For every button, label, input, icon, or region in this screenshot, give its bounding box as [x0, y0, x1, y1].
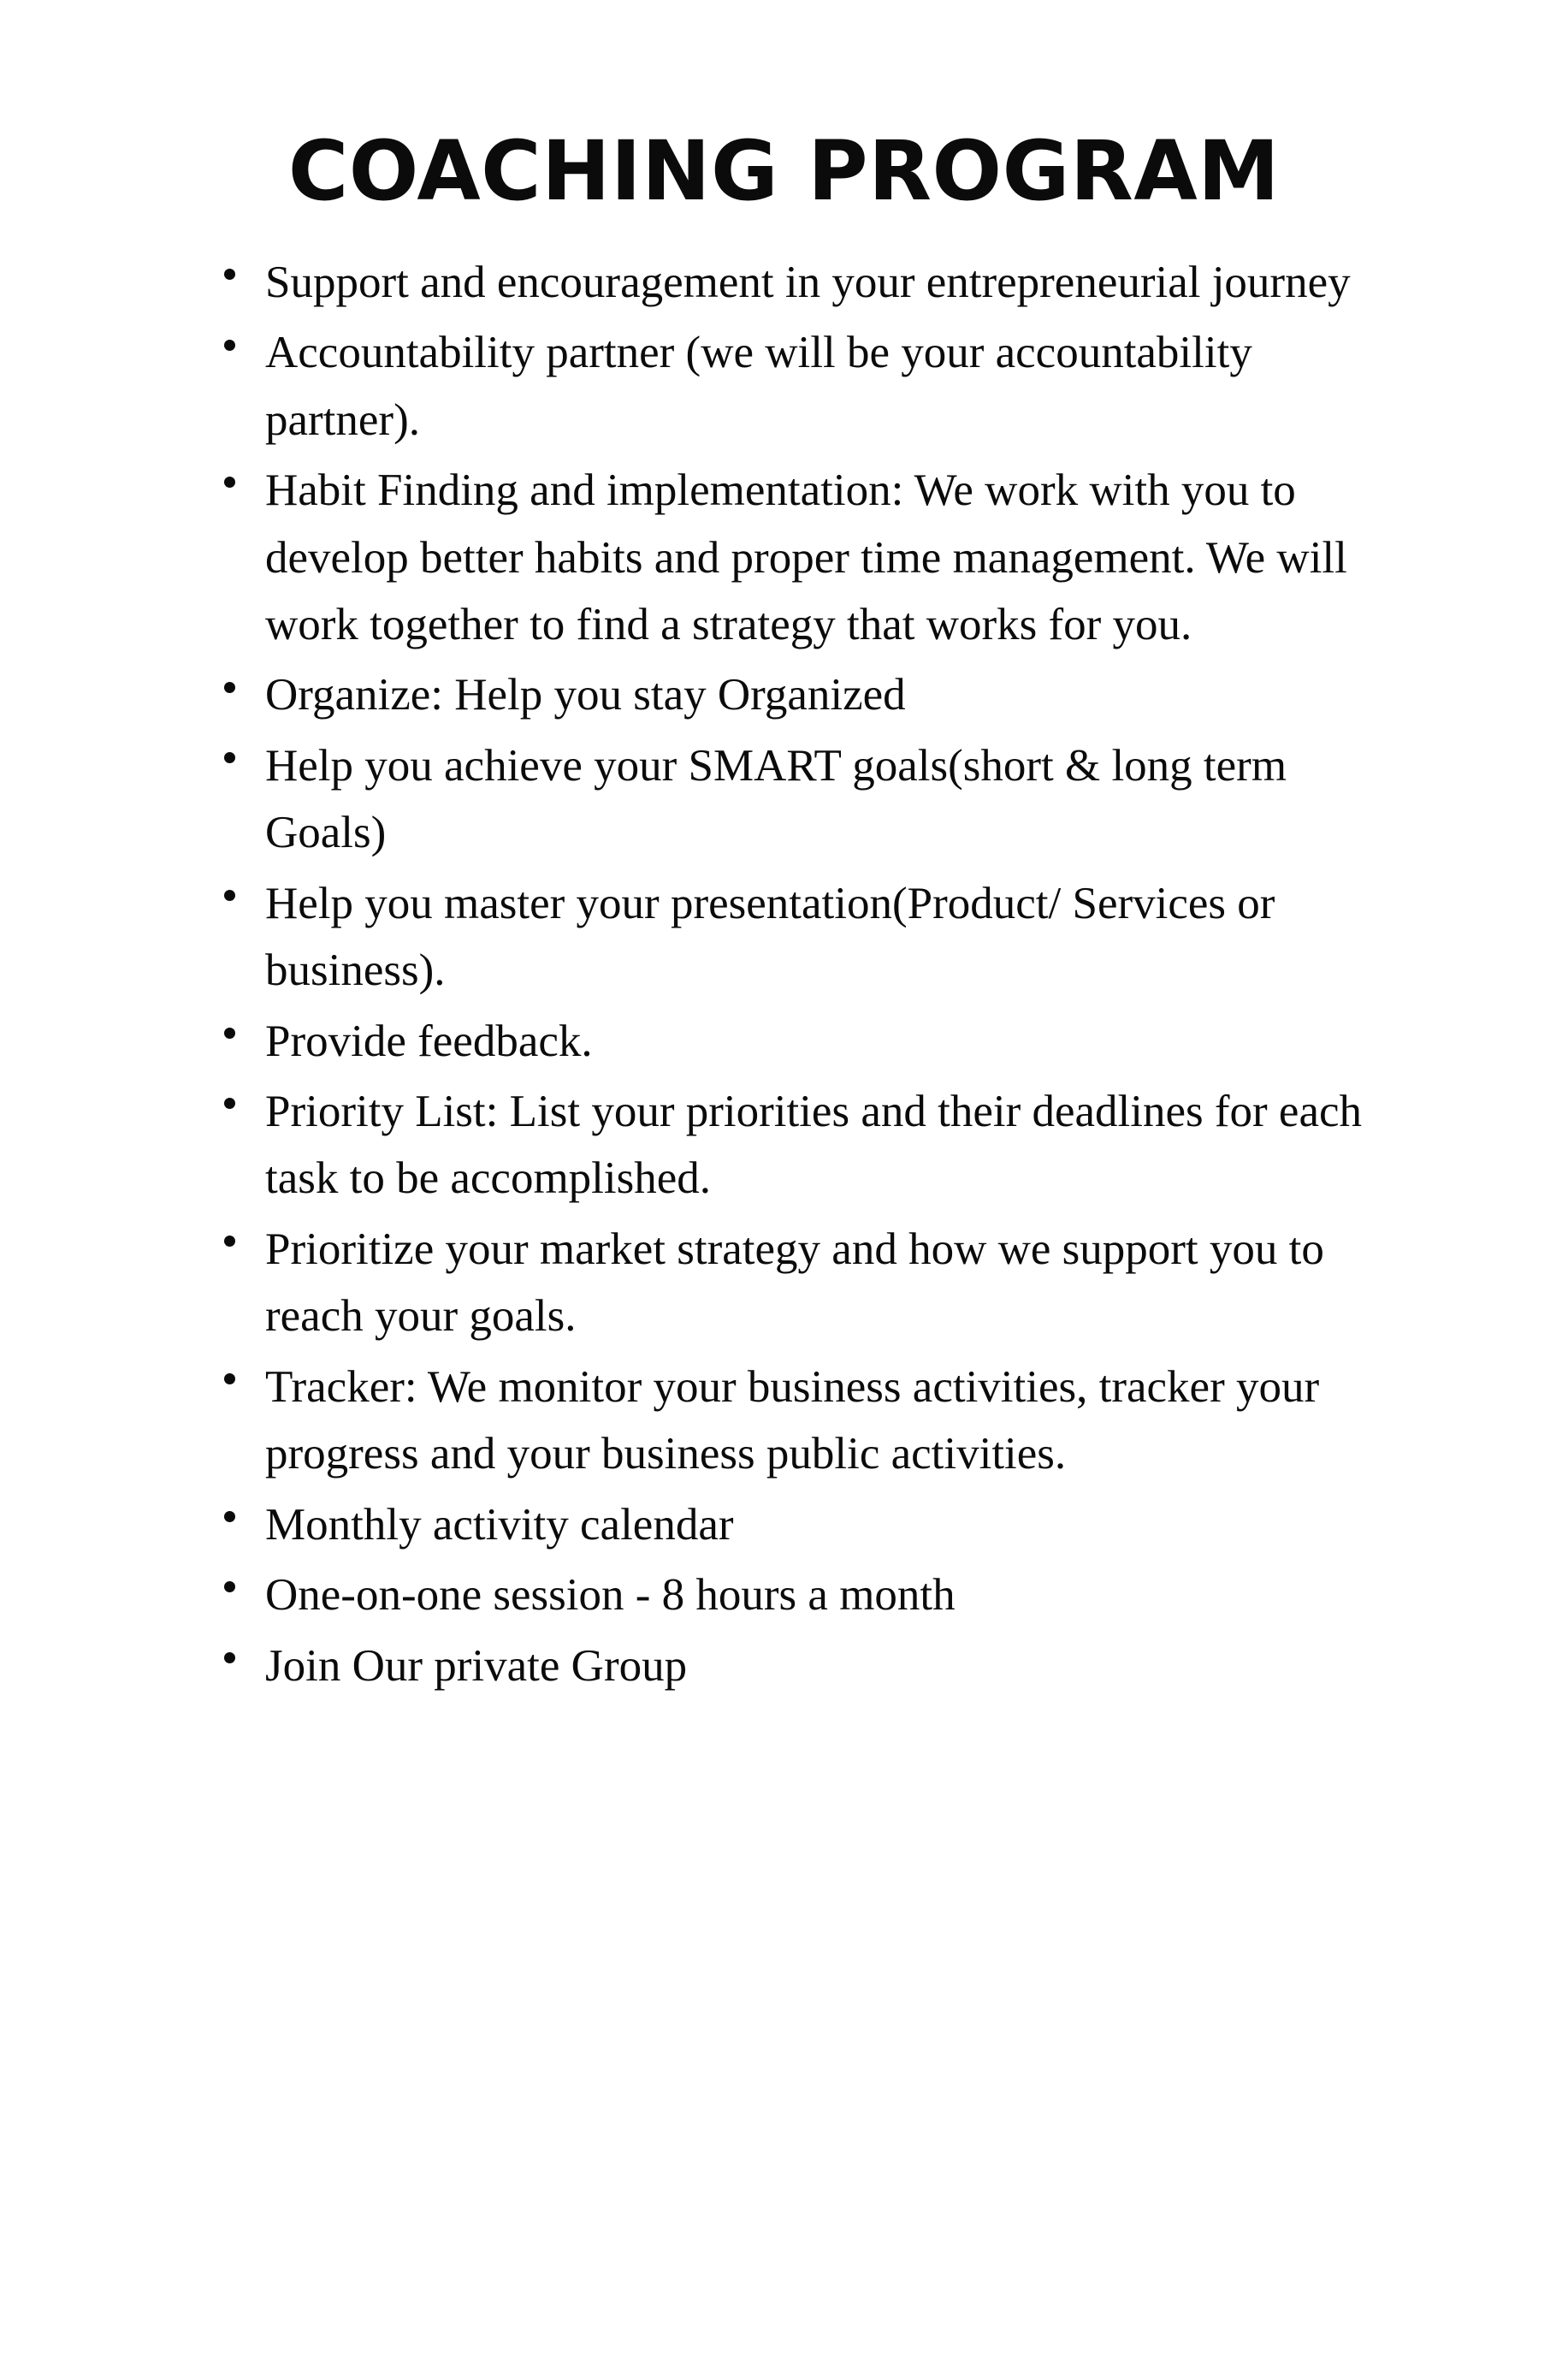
list-item-text: Help you achieve your SMART goals(short & long term Goals): [265, 740, 1287, 858]
list-item: [265, 1078, 1414, 1212]
list-item-text: Help you master your presentation(Product/ Services or business).: [265, 878, 1275, 996]
list-item-text: Monthly activity calendar: [265, 1499, 734, 1550]
list-item: [265, 457, 1414, 658]
list-item: [265, 319, 1414, 453]
list-item-text: Support and encouragement in your entrepreneurial journey: [265, 257, 1351, 307]
list-item-text: Provide feedback.: [265, 1016, 593, 1066]
list-item: [265, 661, 1414, 728]
bullet-point-icon: [224, 477, 235, 488]
list-item-text: Tracker: We monitor your business activities, tracker your progress and your business public activities.: [265, 1361, 1320, 1479]
list-item-text: Organize: Help you stay Organized: [265, 670, 906, 720]
bullet-point-icon: [224, 1028, 235, 1039]
list-item-text: Join Our private Group: [265, 1640, 688, 1691]
list-item-text: Habit Finding and implementation: We work with you to develop better habits and proper time management. We will work together to find a strategy that works for you.: [265, 465, 1347, 649]
list-item: [265, 1354, 1414, 1488]
list-item: [265, 732, 1414, 867]
list-item-text: Accountability partner (we will be your accountability partner).: [265, 328, 1252, 445]
list-item: [265, 1008, 1414, 1075]
list-item: [265, 1562, 1414, 1628]
page-title: COACHING PROGRAM: [287, 123, 1281, 219]
bullet-point-icon: [224, 1236, 235, 1247]
bullet-point-icon: [224, 269, 235, 280]
list-item-text: Prioritize your market strategy and how we support you to reach your goals.: [265, 1224, 1324, 1342]
bullet-point-icon: [224, 1373, 235, 1384]
bullet-point-icon: [224, 682, 235, 693]
bullet-point-icon: [224, 1652, 235, 1663]
bullet-point-icon: [224, 752, 235, 763]
bullet-point-icon: [224, 1581, 235, 1592]
bullet-point-icon: [224, 340, 235, 351]
list-item: [265, 1633, 1414, 1699]
list-item: [265, 1216, 1414, 1350]
bullet-point-icon: [224, 890, 235, 901]
list-item: [265, 870, 1414, 1005]
bullet-point-icon: [224, 1098, 235, 1109]
coaching-program-feature-list: [103, 249, 1465, 1699]
bullet-point-icon: [224, 1511, 235, 1522]
list-item: [265, 249, 1414, 316]
list-item-text: Priority List: List your priorities and their deadlines for each task to be accomplished.: [265, 1087, 1362, 1204]
list-item: [265, 1491, 1414, 1558]
list-item-text: One-on-one session - 8 hours a month: [265, 1570, 956, 1621]
